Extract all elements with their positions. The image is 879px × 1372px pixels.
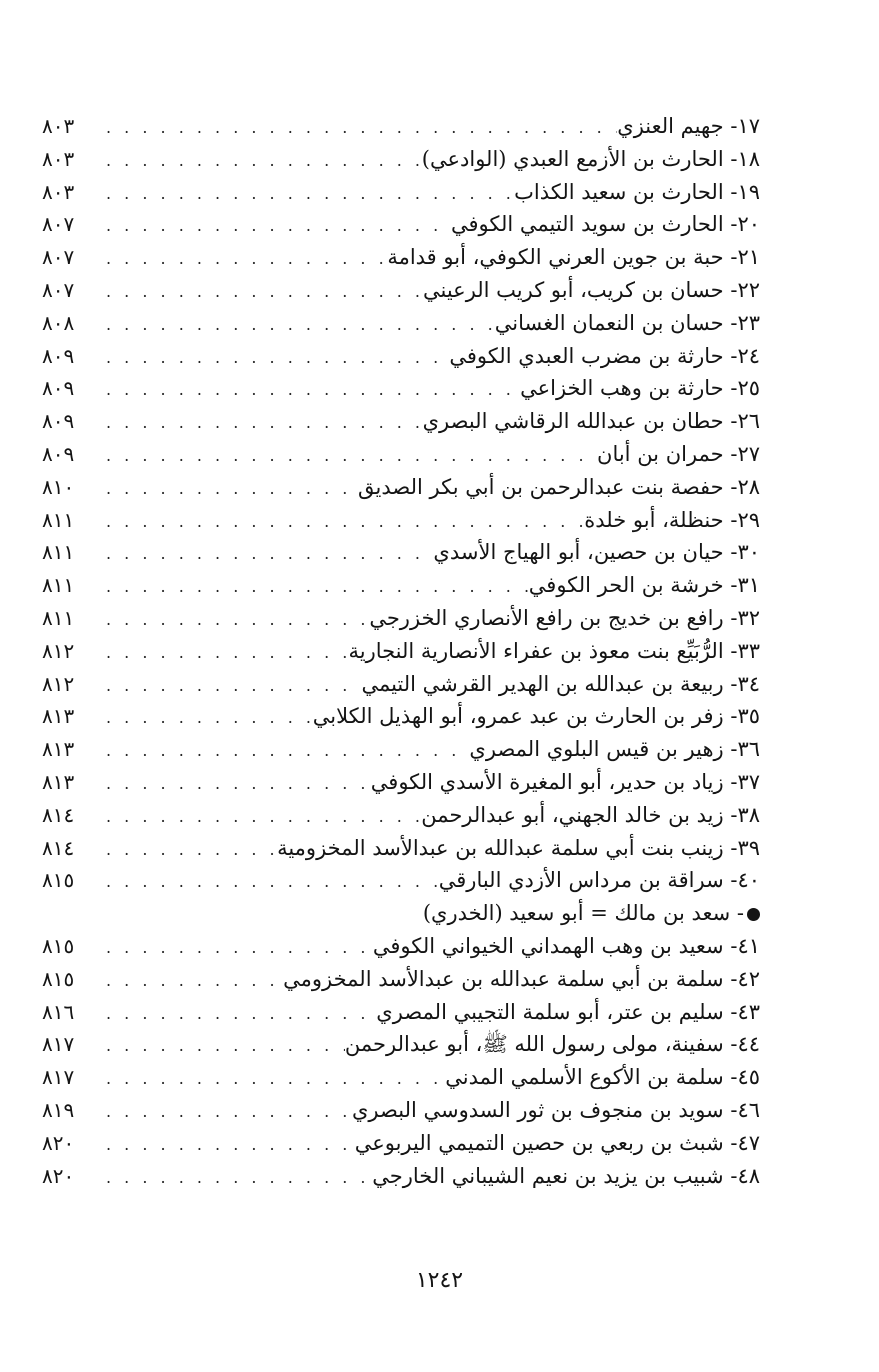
entry-title: ٢٢- حسان بن كريب، أبو كريب الرعيني [422, 277, 760, 302]
entry-page-number: ٨١١ [42, 507, 75, 532]
toc-entry [42, 602, 760, 635]
entry-page-number: ٨٠٩ [42, 376, 75, 401]
leader-dots [100, 998, 376, 1031]
entry-page-number: ٨١٥ [42, 933, 75, 958]
entry-title: ٢٥- حارثة بن وهب الخزاعي [520, 376, 760, 401]
toc-entry [42, 438, 760, 471]
toc-entry [42, 307, 760, 340]
leader-dots [100, 1096, 352, 1129]
entry-title: ١٧- جهيم العنزي [617, 114, 760, 138]
toc-entry [42, 733, 760, 766]
leader-dots [100, 440, 597, 473]
leader-dots [100, 178, 514, 211]
leader-dots [100, 374, 520, 407]
leader-dots [100, 243, 387, 276]
entry-title: ٢٦- حطان بن عبدالله الرقاشي البصري [422, 409, 760, 434]
leader-dots [100, 866, 439, 899]
toc-entry [42, 504, 760, 537]
toc-entry [42, 471, 760, 504]
leader-dots [100, 1063, 445, 1096]
leader-dots [100, 210, 451, 243]
leader-dots [100, 1129, 355, 1162]
entry-title: ٢٨- حفصة بنت عبدالرحمن بن أبي بكر الصديق [358, 474, 760, 499]
entry-title: ٣٨- زيد بن خالد الجهني، أبو عبدالرحمن [421, 802, 760, 827]
leader-dots [100, 473, 358, 506]
entry-title: ٤٨- شبيب بن يزيد بن نعيم الشيباني الخارجي [372, 1163, 760, 1188]
entry-page-number: ٨١٣ [42, 737, 75, 762]
entry-title: ٢٩- حنظلة، أبو خلدة [584, 507, 760, 532]
toc-entry [42, 1160, 760, 1193]
toc-entry [42, 996, 760, 1029]
leader-dots [100, 571, 529, 604]
leader-dots [100, 1162, 372, 1195]
entry-page-number: ٨٠٣ [42, 179, 75, 204]
entry-title: ٢٤- حارثة بن مضرب العبدي الكوفي [449, 343, 760, 368]
leader-dots [100, 932, 373, 965]
entry-title: ٤٣- سليم بن عتر، أبو سلمة التجيبي المصري [376, 999, 760, 1024]
toc-entry [42, 536, 760, 569]
entry-page-number: ٨٠٧ [42, 277, 75, 302]
toc-entry [42, 930, 760, 963]
entry-title: ٤٢- سلمة بن أبي سلمة عبدالله بن عبدالأسد المخزومي [283, 966, 760, 991]
entry-page-number: ٨٠٨ [42, 310, 75, 335]
entry-page-number: ٨٠٩ [42, 441, 75, 466]
leader-dots [100, 604, 369, 637]
entry-title: ٣٦- زهير بن قيس البلوي المصري [469, 737, 760, 762]
toc-entry [42, 864, 760, 897]
leader-dots [100, 637, 348, 670]
leader-dots [100, 145, 422, 178]
entry-title: ٢٣- حسان بن النعمان الغساني [494, 310, 760, 335]
entry-page-number: ٨٠٩ [42, 409, 75, 434]
entry-title: ٣٥- زفر بن الحارث بن عبد عمرو، أبو الهذيل الكلابي [312, 704, 760, 729]
toc-entry [42, 668, 760, 701]
leader-dots [100, 965, 283, 998]
entry-title: ٣٣- الرُّبَيِّع بنت معوذ بن عفراء الأنصارية النجارية [348, 638, 760, 663]
entry-page-number: ٨١١ [42, 573, 75, 598]
entry-title: ٤١- سعيد بن وهب الهمداني الخيواني الكوفي [372, 933, 760, 958]
toc-entry [42, 799, 760, 832]
entry-title: ١٨- الحارث بن الأزمع العبدي (الوادعي) [421, 146, 760, 171]
entry-page-number: ٨٢٠ [42, 1130, 75, 1155]
entry-title: ٣٠- حيان بن حصين، أبو الهياج الأسدي [433, 540, 760, 565]
entry-title: ٤٤- سفينة، مولى رسول الله ﷺ، أبو عبدالرحمن [344, 1032, 760, 1057]
toc-entry [42, 700, 760, 733]
entry-title: ٢١- حبة بن جوين العرني الكوفي، أبو قدامة [387, 245, 760, 270]
entry-page-number: ٨٠٧ [42, 212, 75, 237]
cross-reference-text: - سعد بن مالك = أبو سعيد (الخدري) [423, 897, 760, 930]
page-number-footer: ١٢٤٢ [415, 1268, 464, 1293]
entry-title: ٣٧- زياد بن حدير، أبو المغيرة الأسدي الكوفي [370, 769, 760, 794]
entry-page-number: ٨١٠ [42, 474, 75, 499]
toc-entry [42, 1061, 760, 1094]
leader-dots [100, 407, 423, 440]
toc-entry [42, 372, 760, 405]
leader-dots [100, 309, 495, 342]
entry-title: ٢٧- حمران بن أبان [597, 441, 760, 466]
entry-page-number: ٨٠٧ [42, 245, 75, 270]
toc-cross-reference [42, 897, 760, 930]
entry-title: ٢٠- الحارث بن سويد التيمي الكوفي [450, 212, 760, 237]
entry-page-number: ٨١٣ [42, 769, 75, 794]
entry-title: ٤٠- سراقة بن مرداس الأزدي البارقي [438, 868, 760, 893]
entry-page-number: ٨١٥ [42, 966, 75, 991]
entry-page-number: ٨١١ [42, 605, 75, 630]
entry-title: ٤٥- سلمة بن الأكوع الأسلمي المدني [445, 1065, 760, 1090]
entry-title: ٣٢- رافع بن خديج بن رافع الأنصاري الخزرجي [369, 605, 760, 630]
leader-dots [100, 112, 617, 145]
leader-dots [100, 702, 313, 735]
toc-entry [42, 110, 760, 143]
leader-dots [100, 342, 449, 375]
leader-dots [100, 1030, 345, 1063]
toc-entry [42, 1127, 760, 1160]
entry-title: ١٩- الحارث بن سعيد الكذاب [514, 179, 760, 204]
toc-entry [42, 143, 760, 176]
entry-page-number: ٨١٩ [42, 1097, 75, 1122]
leader-dots [100, 768, 371, 801]
leader-dots [100, 276, 423, 309]
toc-entry [42, 176, 760, 209]
entry-page-number: ٨١٧ [42, 1065, 75, 1090]
entry-title: ٣١- خرشة بن الحر الكوفي [528, 573, 760, 598]
entry-title: ٤٧- شبث بن ربعي بن حصين التميمي اليربوعي [354, 1130, 760, 1155]
toc-entry [42, 569, 760, 602]
toc-entry [42, 963, 760, 996]
entry-title: ٣٩- زينب بنت أبي سلمة عبدالله بن عبدالأسد المخزومية [277, 835, 760, 860]
entry-page-number: ٨١٤ [42, 835, 75, 860]
toc-entry [42, 1094, 760, 1127]
leader-dots [100, 801, 421, 834]
leader-dots [100, 670, 361, 703]
leader-dots [100, 538, 433, 571]
entry-page-number: ٨٠٣ [42, 114, 75, 138]
toc-entry [42, 241, 760, 274]
entry-page-number: ٨١٢ [42, 671, 75, 696]
toc-entry [42, 208, 760, 241]
toc-entry [42, 635, 760, 668]
entry-page-number: ٨١٤ [42, 802, 75, 827]
entry-page-number: ٨١٢ [42, 638, 75, 663]
leader-dots [100, 506, 584, 539]
entry-page-number: ٨١٧ [42, 1032, 75, 1057]
toc-entry [42, 405, 760, 438]
entry-page-number: ٨١٦ [42, 999, 75, 1024]
entry-page-number: ٨٠٣ [42, 146, 75, 171]
toc-entry [42, 1028, 760, 1061]
leader-dots [100, 834, 277, 867]
entry-page-number: ٨٢٠ [42, 1163, 75, 1188]
entry-page-number: ٨١٣ [42, 704, 75, 729]
toc-entry [42, 832, 760, 865]
entry-page-number: ٨١١ [42, 540, 75, 565]
entry-page-number: ٨٠٩ [42, 343, 75, 368]
entry-title: ٣٤- ربيعة بن عبدالله بن الهدير القرشي التيمي [361, 671, 760, 696]
table-of-contents [42, 110, 760, 1192]
entry-title: ٤٦- سويد بن منجوف بن ثور السدوسي البصري [352, 1097, 760, 1122]
toc-entry [42, 340, 760, 373]
toc-entry [42, 766, 760, 799]
toc-entry [42, 274, 760, 307]
entry-page-number: ٨١٥ [42, 868, 75, 893]
leader-dots [100, 735, 469, 768]
